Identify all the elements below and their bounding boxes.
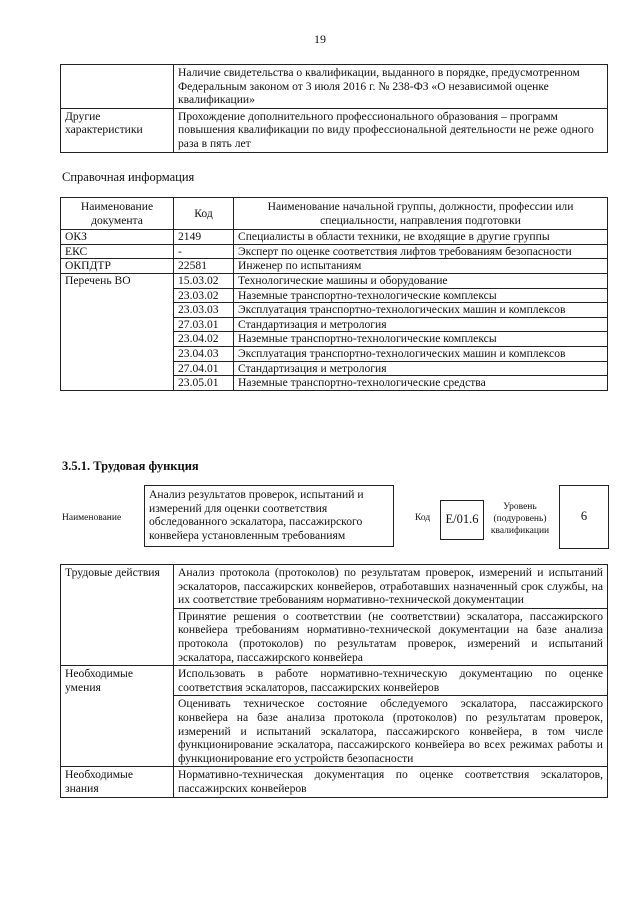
cell-code: 23.04.02 bbox=[174, 332, 234, 347]
cell-code: 23.03.02 bbox=[174, 288, 234, 303]
action-item: Принятие решения о соответствии (не соответствии) эскалатора, пассажирского конвейера требованиям нормативно-технической документации на базе анализа протокола (протоколов) по результатам проверок, измерений и испытаний эскалатора, пассажирского конвейера bbox=[174, 608, 608, 665]
function-name-box: Анализ результатов проверок, испытаний и измерений для оценки соответствия обследованного эскалатора, пассажирского конвейера установленным требованиям bbox=[144, 485, 394, 547]
table-row bbox=[61, 259, 608, 274]
skills-label: Необходимые умения bbox=[61, 666, 174, 767]
cell-doc: ЕКС bbox=[61, 244, 174, 259]
cell-name: Наземные транспортно-технологические средства bbox=[234, 376, 608, 391]
cell-name: Стандартизация и метрология bbox=[234, 361, 608, 376]
cell-name: Эксплуатация транспортно-технологических машин и комплексов bbox=[234, 346, 608, 361]
table-row bbox=[61, 230, 608, 245]
cell-code: 23.04.03 bbox=[174, 346, 234, 361]
function-level-box: 6 bbox=[559, 485, 609, 549]
table-row bbox=[61, 767, 608, 797]
function-level-label: Уровень (подуровень) квалификации bbox=[490, 502, 550, 536]
cell-name: Наземные транспортно-технологические комплексы bbox=[234, 288, 608, 303]
cell-code: 27.03.01 bbox=[174, 317, 234, 332]
skill-item: Использовать в работе нормативно-техническую документацию по оценке соответствия эскалаторов, пассажирских конвейеров bbox=[174, 666, 608, 696]
cell-code: 23.05.01 bbox=[174, 376, 234, 391]
section-title: 3.5.1. Трудовая функция bbox=[62, 459, 199, 473]
page-number: 19 bbox=[314, 32, 326, 46]
cell-code: 22581 bbox=[174, 259, 234, 274]
cell-code: - bbox=[174, 244, 234, 259]
table-row bbox=[61, 244, 608, 259]
table-row bbox=[61, 666, 608, 696]
cell-doc: ОКЗ bbox=[61, 230, 174, 245]
action-item: Анализ протокола (протоколов) по результатам проверок, измерений и испытаний эскалаторов, пассажирских конвейеров, отработавших назначенный срок службы, на их соответствие требованиям нормативно-технической документации bbox=[174, 565, 608, 609]
reference-title: Справочная информация bbox=[62, 170, 195, 184]
cell-name: Эксплуатация транспортно-технологических машин и комплексов bbox=[234, 303, 608, 318]
table-row bbox=[61, 273, 608, 288]
cell-code: 27.04.01 bbox=[174, 361, 234, 376]
header-name: Наименование начальной группы, должности, профессии или специальности, направления подготовки bbox=[234, 198, 608, 230]
function-name-label: Наименование bbox=[62, 513, 122, 523]
function-code-box: E/01.6 bbox=[440, 500, 484, 540]
cell-name: Эксперт по оценке соответствия лифтов требованиям безопасности bbox=[234, 244, 608, 259]
cell-name: Специалисты в области техники, не входящие в другие группы bbox=[234, 230, 608, 245]
header-doc: Наименование документа bbox=[61, 198, 174, 230]
function-code-label: Код bbox=[415, 513, 431, 523]
table-row bbox=[61, 65, 608, 109]
cell-doc: Перечень ВО bbox=[61, 273, 174, 390]
actions-label: Трудовые действия bbox=[61, 565, 174, 666]
cell-name: Технологические машины и оборудование bbox=[234, 273, 608, 288]
cell-code: 15.03.02 bbox=[174, 273, 234, 288]
row-label bbox=[61, 65, 174, 109]
function-details-table bbox=[60, 564, 608, 798]
cell-doc: ОКПДТР bbox=[61, 259, 174, 274]
row-text: Наличие свидетельства о квалификации, выданного в порядке, предусмотренном Федеральным законом от 3 июля 2016 г. № 238-ФЗ «О независимой оценке квалификации» bbox=[174, 65, 608, 109]
cell-code: 2149 bbox=[174, 230, 234, 245]
cell-name: Наземные транспортно-технологические комплексы bbox=[234, 332, 608, 347]
knowledge-label: Необходимые знания bbox=[61, 767, 174, 797]
row-label: Другие характеристики bbox=[61, 108, 174, 152]
table-row bbox=[61, 108, 608, 152]
cell-code: 23.03.03 bbox=[174, 303, 234, 318]
cell-name: Инженер по испытаниям bbox=[234, 259, 608, 274]
table-row bbox=[61, 565, 608, 609]
row-text: Прохождение дополнительного профессионального образования – программ повышения квалификации по виду профессиональной деятельности не реже одного раза в пять лет bbox=[174, 108, 608, 152]
skill-item: Оценивать техническое состояние обследуемого эскалатора, пассажирского конвейера на базе анализа протокола (протоколов) по результатам проверок, измерений и испытаний эскалатора, пассажирского конвейера, в том числе функционирование эскалатора, пассажирского конвейера во всех режимах работы и функционирование его устройств безопасности bbox=[174, 696, 608, 767]
qualification-table bbox=[60, 64, 608, 153]
header-code: Код bbox=[174, 198, 234, 230]
cell-name: Стандартизация и метрология bbox=[234, 317, 608, 332]
table-header-row bbox=[61, 198, 608, 230]
knowledge-item: Нормативно-техническая документация по оценке соответствия эскалаторов, пассажирских конвейеров bbox=[174, 767, 608, 797]
reference-table bbox=[60, 197, 608, 391]
